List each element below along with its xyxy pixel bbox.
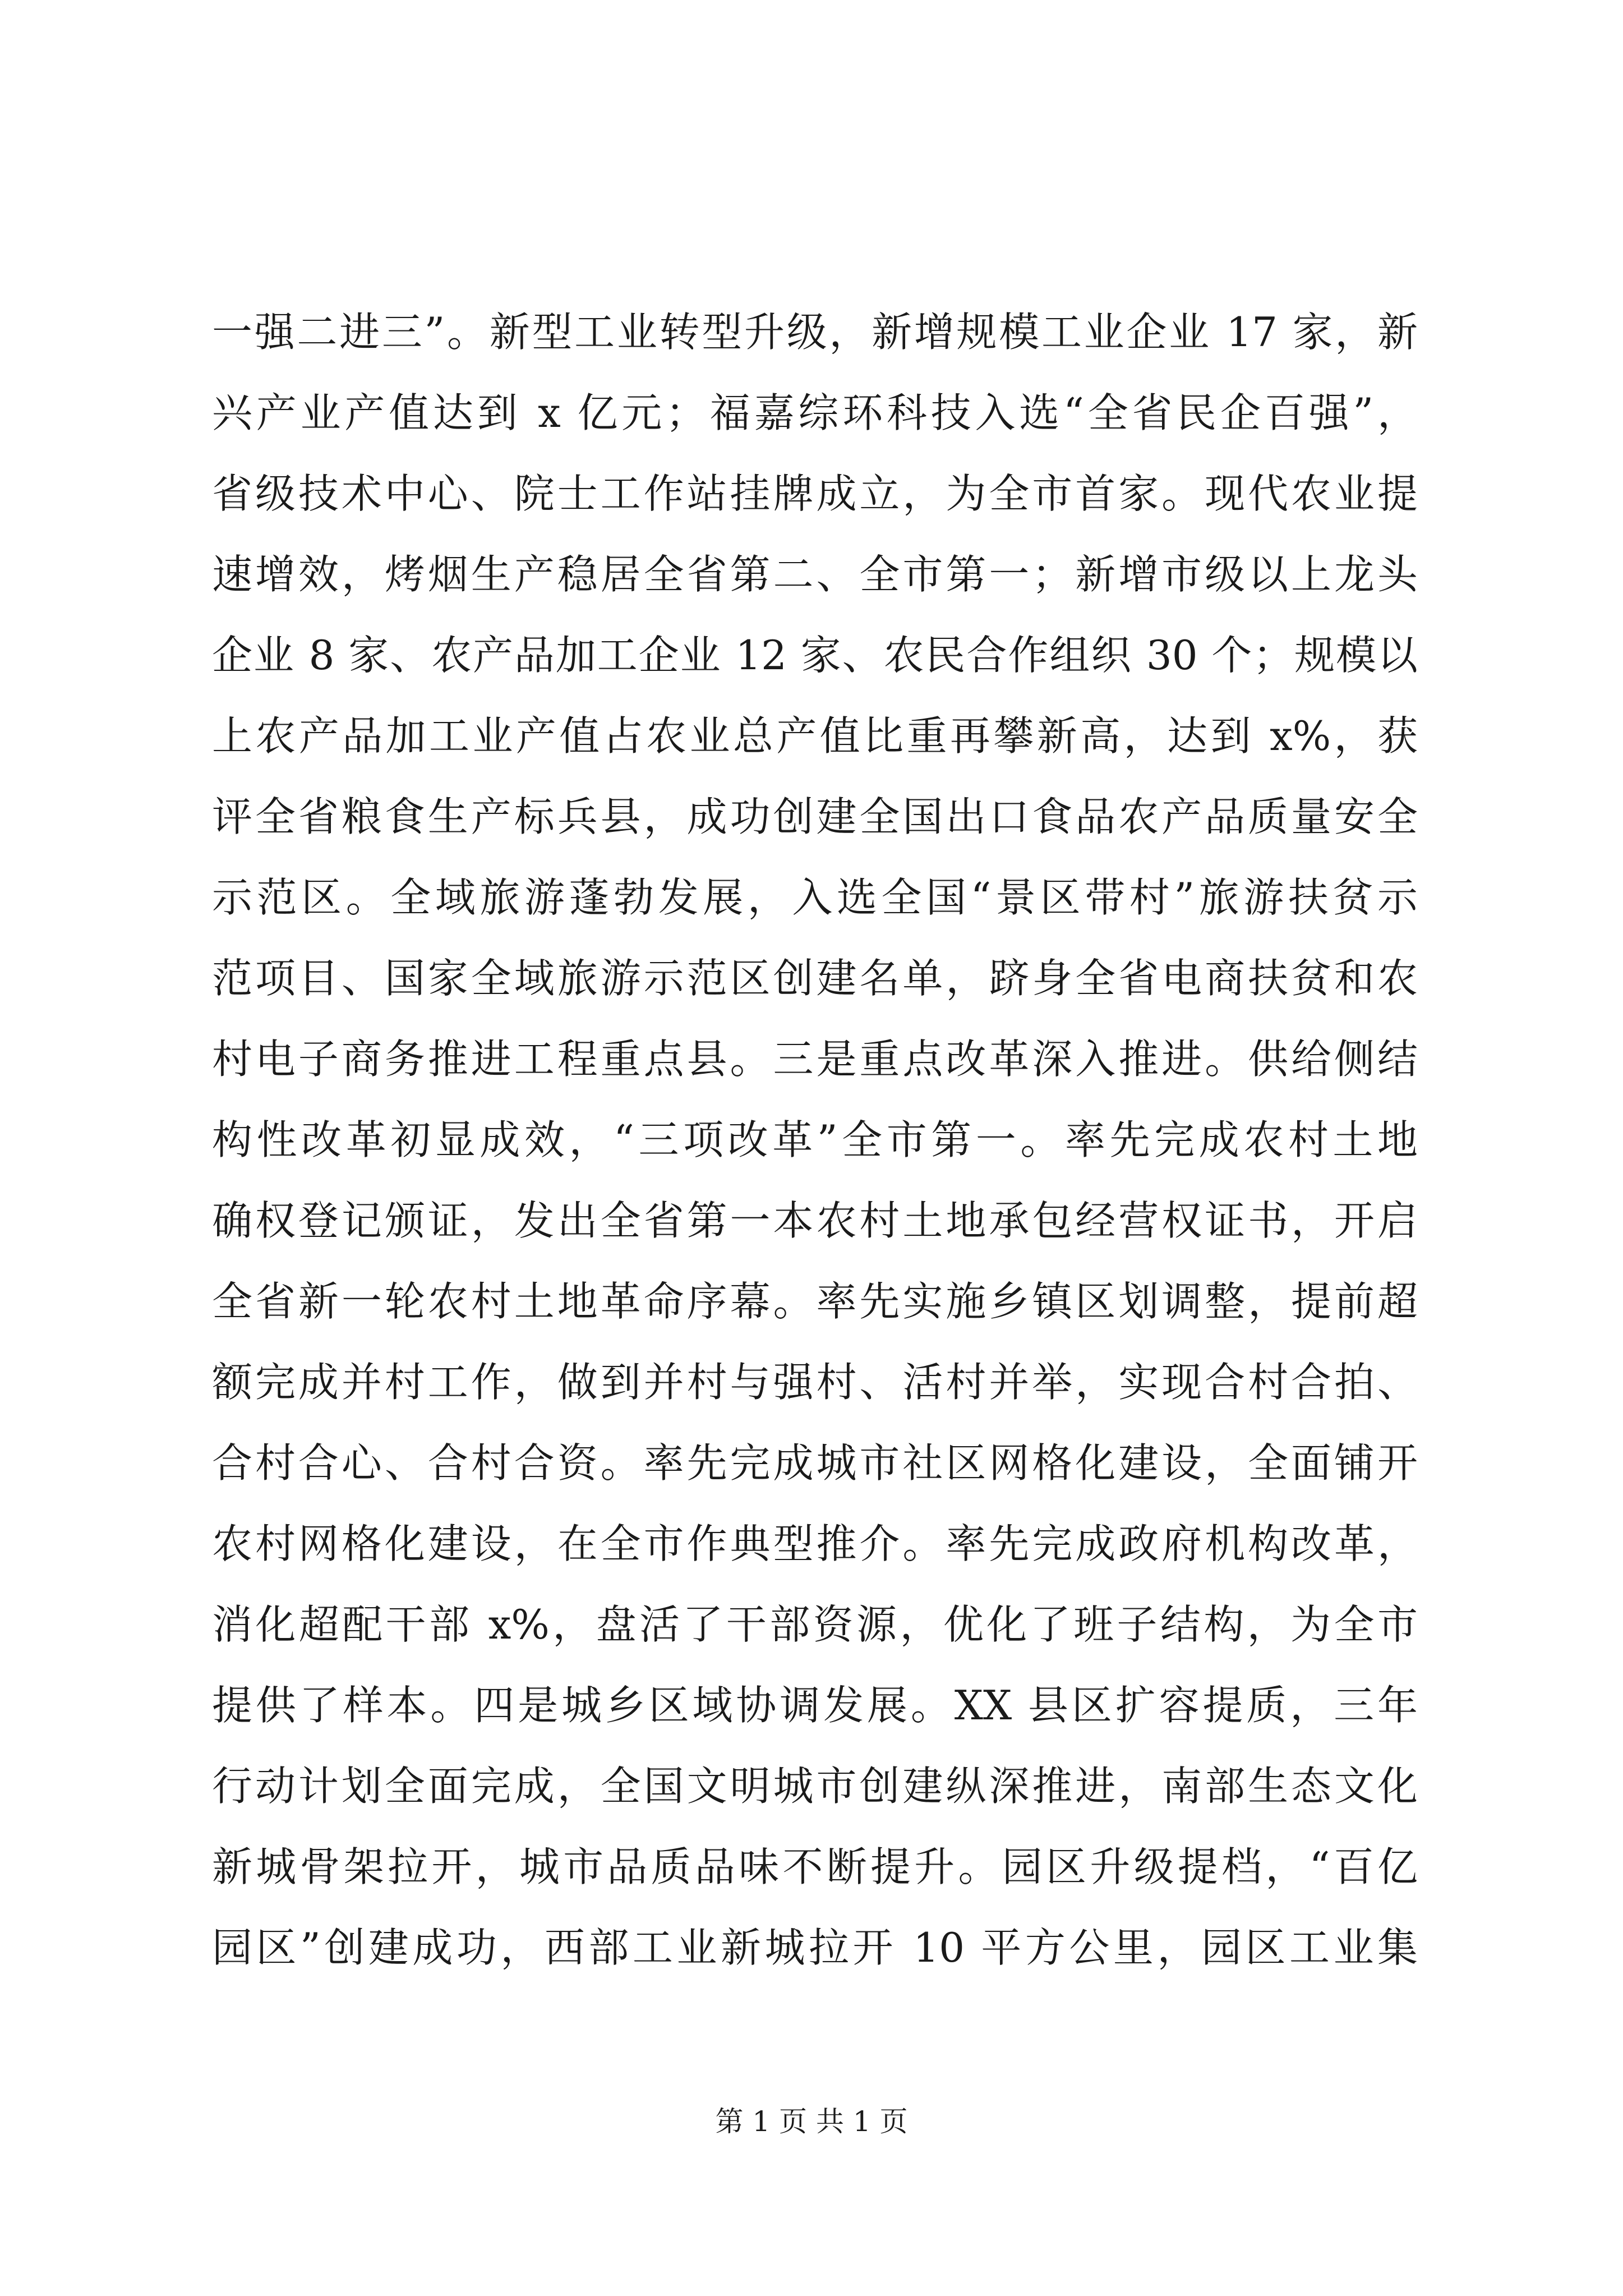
text-line: 农村网格化建设，在全市作典型推介。率先完成政府机构改革， (212, 1520, 1418, 1567)
text-line: 构性改革初显成效，“三项改革”全市第一。率先完成农村土地 (212, 1116, 1418, 1163)
text-line: 提供了样本。四是城乡区域协调发展。XX 县区扩容提质，三年 (212, 1682, 1418, 1729)
text-line: 企业 8 家、农产品加工企业 12 家、农民合作组织 30 个；规模以 (212, 632, 1418, 679)
text-line: 新城骨架拉开，城市品质品味不断提升。园区升级提档，“百亿 (212, 1843, 1418, 1890)
text-line: 园区”创建成功，西部工业新城拉开 10 平方公里，园区工业集 (212, 1924, 1418, 1971)
text-line: 确权登记颁证，发出全省第一本农村土地承包经营权证书，开启 (212, 1197, 1418, 1244)
text-line: 示范区。全域旅游蓬勃发展，入选全国“景区带村”旅游扶贫示 (212, 874, 1418, 921)
text-line: 村电子商务推进工程重点县。三是重点改革深入推进。供给侧结 (212, 1036, 1418, 1083)
page-footer (0, 2099, 1623, 2144)
text-line: 行动计划全面完成，全国文明城市创建纵深推进，南部生态文化 (212, 1763, 1418, 1810)
text-line: 速增效，烤烟生产稳居全省第二、全市第一；新增市级以上龙头 (212, 551, 1418, 598)
body-text (212, 292, 1418, 1988)
text-line: 范项目、国家全域旅游示范区创建名单，跻身全省电商扶贫和农 (212, 955, 1418, 1002)
text-line: 评全省粮食生产标兵县，成功创建全国出口食品农产品质量安全 (212, 793, 1418, 840)
text-line: 兴产业产值达到 x 亿元；福嘉综环科技入选“全省民企百强”， (212, 389, 1418, 436)
text-line: 省级技术中心、院士工作站挂牌成立，为全市首家。现代农业提 (212, 470, 1418, 517)
text-line: 额完成并村工作，做到并村与强村、活村并举，实现合村合拍、 (212, 1359, 1418, 1406)
text-line: 全省新一轮农村土地革命序幕。率先实施乡镇区划调整，提前超 (212, 1278, 1418, 1325)
text-line: 上农产品加工业产值占农业总产值比重再攀新高，达到 x%，获 (212, 712, 1418, 760)
page-number: 第 1 页 共 1 页 (715, 2105, 908, 2138)
text-line: 合村合心、合村合资。率先完成城市社区网格化建设，全面铺开 (212, 1439, 1418, 1487)
text-line: 一强二进三”。新型工业转型升级，新增规模工业企业 17 家，新 (212, 309, 1418, 356)
text-line: 消化超配干部 x%，盘活了干部资源，优化了班子结构，为全市 (212, 1601, 1418, 1648)
